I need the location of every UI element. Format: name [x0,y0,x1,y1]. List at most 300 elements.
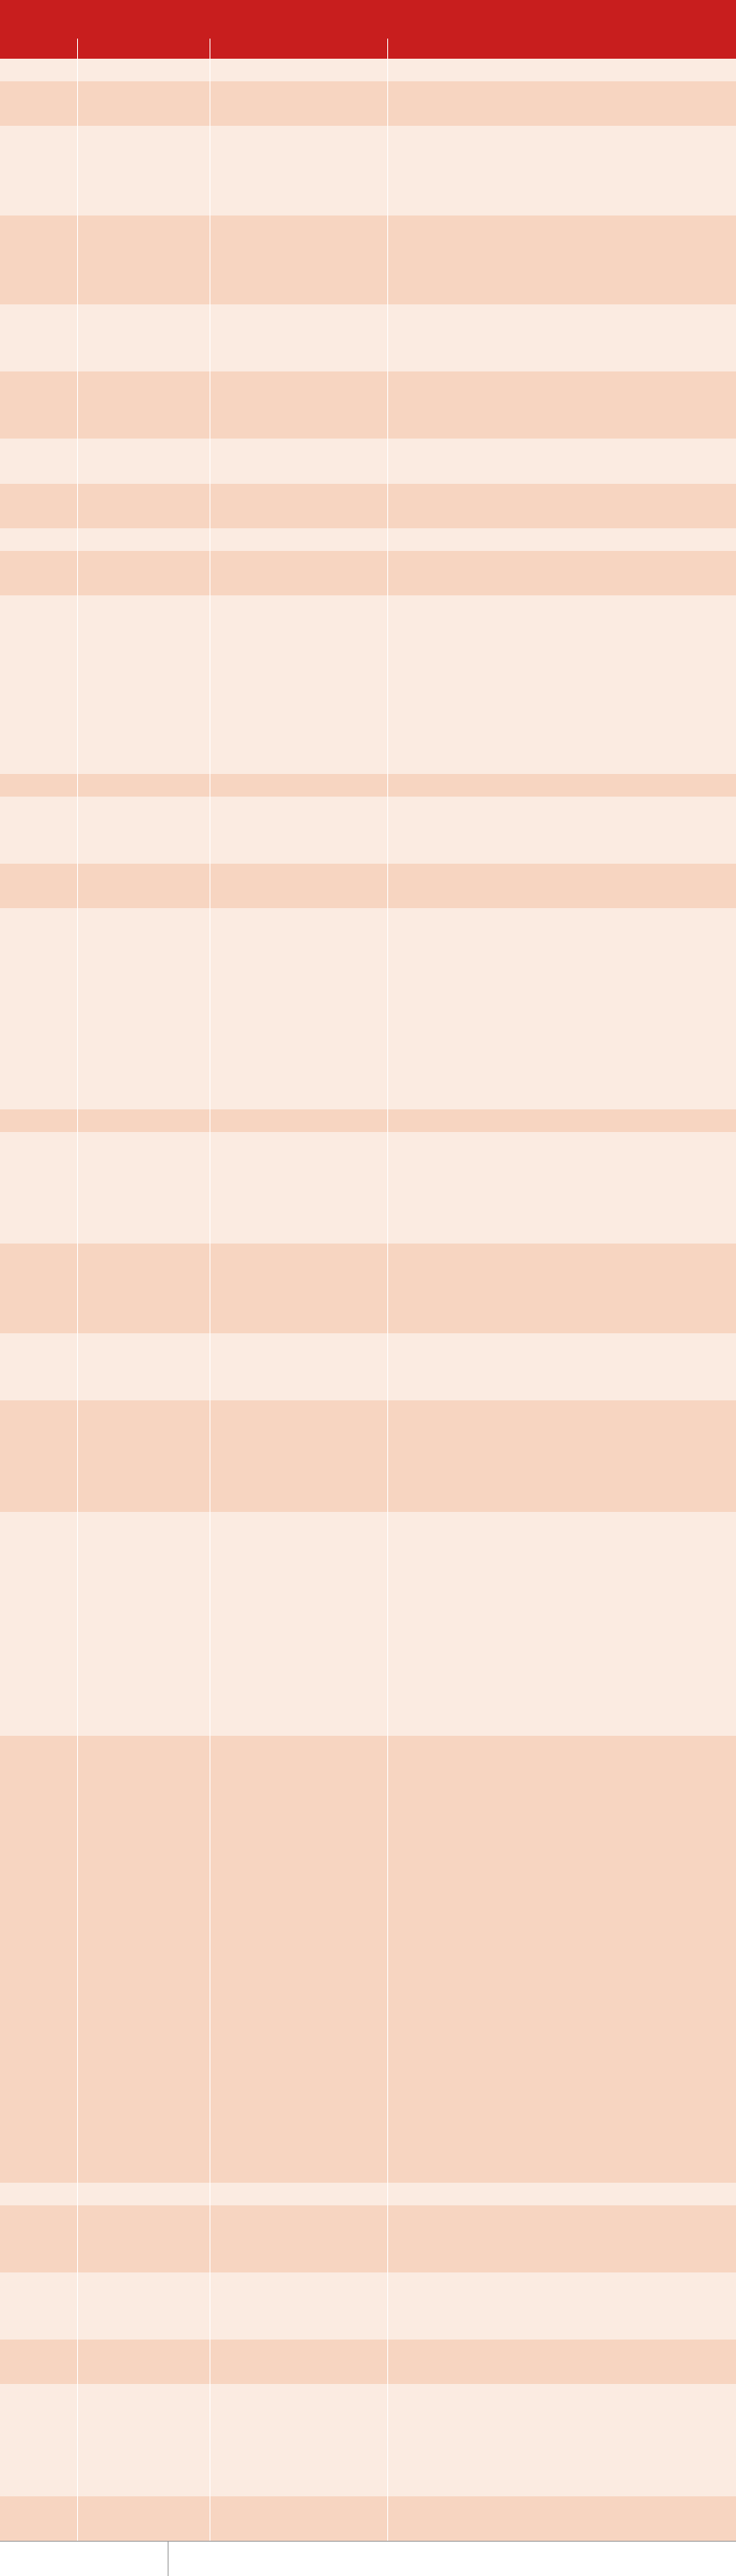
table-row [0,59,736,81]
row-master [84,394,210,417]
row-venue [216,2250,384,2272]
row-master [84,2205,210,2250]
table-row [0,2340,736,2362]
table-row [0,2295,736,2318]
row-protector [394,1199,729,1244]
table-row [0,730,736,774]
row-protector [394,1378,729,1400]
row-venue [216,2362,384,2385]
row-venue [216,1042,384,1087]
row-protector [394,1736,729,1758]
table-row [0,1646,736,1669]
row-master [84,2451,210,2496]
row-master [84,640,210,684]
row-venue [216,2094,384,2138]
table-row [0,774,736,797]
row-venue [216,1400,384,1423]
row-venue [216,2205,384,2250]
row-venue [216,774,384,797]
table-row [0,685,736,708]
table-row [0,2183,736,2205]
row-venue [216,59,384,81]
row-master [84,953,210,976]
row-venue [216,2429,384,2452]
table-row [0,864,736,908]
row-venue [216,908,384,931]
table-row [0,1557,736,1580]
row-venue [216,685,384,708]
row-protector [394,1490,729,1513]
row-master [84,1400,210,1423]
row-venue [216,528,384,551]
row-master [84,864,210,908]
row-master [84,528,210,551]
row-venue [216,1176,384,1199]
row-master [84,1176,210,1199]
row-protector [394,1624,729,1647]
table-row [0,283,736,305]
row-venue [216,1132,384,1155]
row-venue [216,618,384,641]
row-venue [216,975,384,998]
row-venue [216,1557,384,1580]
row-venue [216,260,384,283]
table-row [0,1669,736,1713]
row-venue [216,350,384,372]
row-venue [216,551,384,574]
row-venue [216,1333,384,1356]
row-master [84,237,210,260]
row-master [84,2317,210,2340]
row-venue [216,193,384,216]
row-master [84,304,210,349]
row-master [84,283,210,305]
row-venue [216,797,384,819]
row-protector [394,1423,729,1446]
row-protector [394,2496,729,2519]
row-venue [216,1914,384,1959]
row-master [84,484,210,528]
row-protector [394,1021,729,1043]
row-master [84,1042,210,1087]
row-master [84,2250,210,2272]
row-master [84,216,210,238]
row-protector [394,1512,729,1535]
row-master [84,618,210,641]
row-master [84,1490,210,1513]
table-row [0,2049,736,2071]
row-venue [216,2138,384,2161]
row-protector [394,59,729,81]
row-master [84,2049,210,2071]
row-venue [216,2183,384,2205]
row-master [84,1780,210,1825]
table-row [0,1736,736,1758]
table-row [0,1826,736,1848]
row-protector [394,1713,729,1736]
row-venue [216,126,384,148]
row-protector [394,1132,729,1155]
row-protector [394,148,729,171]
row-protector [394,417,729,439]
row-master [84,998,210,1021]
table-row [0,1199,736,1244]
row-master [84,2161,210,2184]
table-row [0,908,736,931]
row-protector [394,707,729,730]
table-row [0,551,736,574]
row-protector [394,797,729,819]
table-row [0,2205,736,2250]
row-venue [216,1646,384,1669]
row-venue [216,1758,384,1781]
row-master [84,2004,210,2049]
table-row [0,304,736,349]
date-cell [0,484,77,528]
table-row [0,461,736,484]
table-row [0,2496,736,2519]
date-cell [0,1512,77,1736]
date-cell [0,1132,77,1244]
row-master [84,1602,210,1624]
row-protector [394,2429,729,2452]
table-row [0,1155,736,1177]
table-row [0,975,736,998]
table-row [0,1132,736,1155]
row-venue [216,1266,384,1311]
row-protector [394,439,729,461]
date-cell [0,908,77,1109]
row-master [84,1512,210,1535]
row-master [84,2272,210,2295]
row-master [84,1132,210,1155]
row-venue [216,1490,384,1513]
row-protector [394,283,729,305]
date-cell [0,551,77,595]
table-row [0,1602,736,1624]
row-master [84,417,210,439]
row-venue [216,1423,384,1446]
row-venue [216,1199,384,1244]
row-venue [216,2049,384,2071]
row-protector [394,1109,729,1132]
row-protector [394,1981,729,2004]
row-master [84,2362,210,2385]
row-master [84,1826,210,1848]
table-row [0,216,736,238]
table-row [0,573,736,595]
table-row [0,439,736,461]
row-master [84,1445,210,1467]
row-protector [394,2004,729,2049]
table-row [0,1512,736,1535]
date-cell [0,2340,77,2384]
row-master [84,371,210,394]
row-protector [394,394,729,417]
row-protector [394,640,729,684]
table-row [0,1042,736,1087]
row-protector [394,216,729,238]
row-venue [216,371,384,394]
table-row [0,1333,736,1356]
row-master [84,2094,210,2138]
row-protector [394,1445,729,1467]
table-row [0,1378,736,1400]
row-master [84,1557,210,1580]
table-row [0,1356,736,1379]
row-protector [394,1244,729,1266]
row-master [84,685,210,708]
row-master [84,730,210,774]
row-venue [216,1512,384,1535]
row-master [84,1356,210,1379]
row-master [84,573,210,595]
row-protector [394,819,729,864]
table-row [0,350,736,372]
date-cell [0,1736,77,2183]
row-master [84,595,210,618]
row-venue [216,2272,384,2295]
row-protector [394,2183,729,2205]
table-row [0,1311,736,1333]
row-venue [216,103,384,126]
table-row [0,260,736,283]
row-protector [394,103,729,126]
row-venue [216,1780,384,1825]
row-protector [394,1847,729,1892]
table-row [0,2518,736,2541]
row-protector [394,1602,729,1624]
row-venue [216,1893,384,1915]
row-master [84,126,210,148]
row-master [84,148,210,171]
table-row [0,1266,736,1311]
table-row [0,1423,736,1446]
footer [0,2541,736,2576]
table-row [0,998,736,1021]
row-venue [216,573,384,595]
row-protector [394,2272,729,2295]
row-master [84,1960,210,1982]
table-row [0,1535,736,1557]
row-protector [394,1758,729,1781]
date-cell [0,1244,77,1333]
row-venue [216,1535,384,1557]
table-row [0,2161,736,2184]
column-divider [387,39,388,2541]
row-master [84,2518,210,2541]
row-venue [216,484,384,528]
table-row [0,1244,736,1266]
header-master [84,39,210,59]
row-venue [216,953,384,976]
row-master [84,1646,210,1669]
table-row [0,2272,736,2295]
row-master [84,1467,210,1490]
row-venue [216,1445,384,1467]
row-master [84,908,210,931]
row-master [84,59,210,81]
table-row [0,2138,736,2161]
row-master [84,2384,210,2428]
row-venue [216,439,384,461]
row-protector [394,1557,729,1580]
row-protector [394,931,729,953]
table-row [0,640,736,684]
table-row [0,618,736,641]
row-protector [394,2071,729,2094]
table-row [0,707,736,730]
row-protector [394,998,729,1021]
row-venue [216,1244,384,1266]
table-row [0,2094,736,2138]
table-row [0,237,736,260]
table-row [0,2071,736,2094]
row-venue [216,2340,384,2362]
row-protector [394,2049,729,2071]
row-master [84,1423,210,1446]
row-venue [216,595,384,618]
row-venue [216,2317,384,2340]
row-venue [216,1981,384,2004]
row-venue [216,1669,384,1713]
table-row [0,1400,736,1423]
row-venue [216,1088,384,1110]
table-row [0,2429,736,2452]
row-master [84,1199,210,1244]
date-cell [0,2205,77,2272]
row-master [84,2295,210,2318]
row-venue [216,2004,384,2049]
row-protector [394,1266,729,1311]
row-protector [394,774,729,797]
row-venue [216,1356,384,1379]
table-header [0,39,736,59]
table-row [0,1109,736,1132]
date-cell [0,1333,77,1400]
row-venue [216,2518,384,2541]
row-venue [216,237,384,260]
row-protector [394,2250,729,2272]
row-venue [216,1736,384,1758]
row-master [84,2071,210,2094]
row-master [84,2138,210,2161]
row-master [84,461,210,484]
header-banner [0,0,736,59]
row-protector [394,237,729,260]
row-master [84,439,210,461]
row-master [84,1244,210,1266]
row-protector [394,2340,729,2362]
table-row [0,1847,736,1892]
row-venue [216,1579,384,1602]
table-row [0,1758,736,1781]
row-master [84,1758,210,1781]
row-venue [216,2451,384,2496]
table-row [0,528,736,551]
row-master [84,1535,210,1557]
table-row [0,1780,736,1825]
row-protector [394,618,729,641]
row-protector [394,2094,729,2138]
table-row [0,1467,736,1490]
table-row [0,484,736,528]
date-cell [0,528,77,551]
table-row [0,1914,736,1959]
table-row [0,193,736,216]
date-cell [0,1109,77,1132]
table-row [0,2317,736,2340]
table-row [0,170,736,193]
date-cell [0,2272,77,2340]
table-row [0,1088,736,1110]
row-master [84,797,210,819]
table-row [0,953,736,976]
row-venue [216,1847,384,1892]
row-venue [216,1624,384,1647]
table-row [0,1624,736,1647]
row-master [84,170,210,193]
table-row [0,595,736,618]
row-venue [216,640,384,684]
row-venue [216,1378,384,1400]
row-venue [216,216,384,238]
row-protector [394,371,729,394]
row-protector [394,1960,729,1982]
date-cell [0,81,77,126]
table-row [0,1981,736,2004]
row-venue [216,1602,384,1624]
row-master [84,1109,210,1132]
row-venue [216,394,384,417]
row-master [84,774,210,797]
row-venue [216,1311,384,1333]
row-venue [216,1467,384,1490]
row-venue [216,2161,384,2184]
row-protector [394,2518,729,2541]
row-venue [216,81,384,104]
row-master [84,1847,210,1892]
row-protector [394,953,729,976]
row-protector [394,193,729,216]
table-row [0,1176,736,1199]
row-venue [216,730,384,774]
row-master [84,551,210,574]
row-venue [216,2496,384,2519]
table-row [0,797,736,819]
date-cell [0,595,77,774]
row-protector [394,2161,729,2184]
row-master [84,1155,210,1177]
row-venue [216,2295,384,2318]
row-protector [394,350,729,372]
row-venue [216,148,384,171]
row-protector [394,1155,729,1177]
table-row [0,1445,736,1467]
row-protector [394,260,729,283]
table-row [0,417,736,439]
row-master [84,1669,210,1713]
row-protector [394,595,729,618]
column-divider [77,39,78,2541]
row-venue [216,1960,384,1982]
row-master [84,1914,210,1959]
table-row [0,148,736,171]
row-protector [394,81,729,104]
table-row [0,394,736,417]
table-row [0,371,736,394]
row-protector [394,1669,729,1713]
